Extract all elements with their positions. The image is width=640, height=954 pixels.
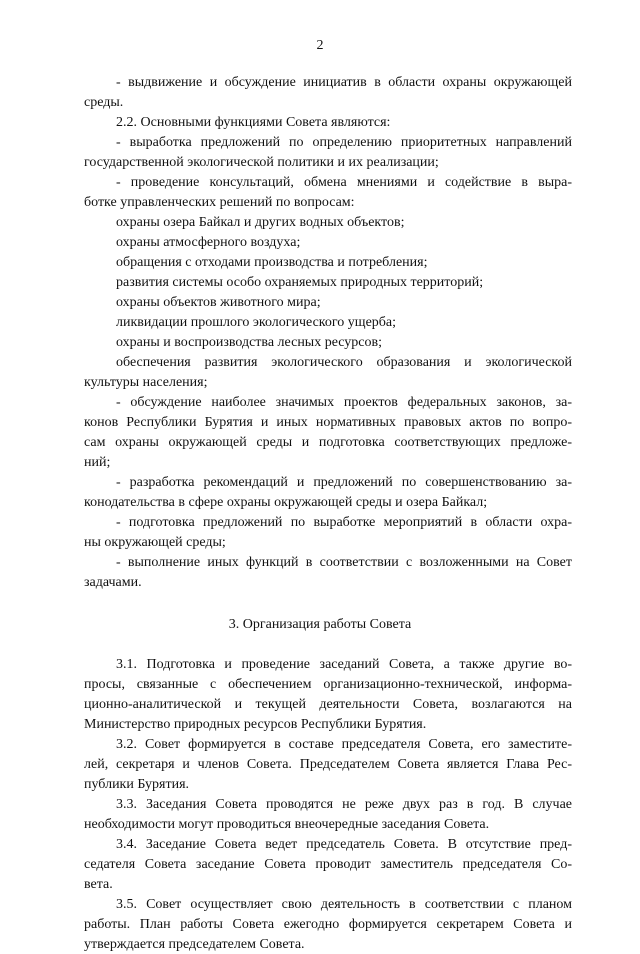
- text-line: - подготовка предложений по выработке мероприятий в области охра-: [116, 515, 572, 530]
- text-line: необходимости могут проводиться внеочередные заседания Совета.: [84, 817, 490, 832]
- text-line: охраны озера Байкал и других водных объектов;: [116, 215, 405, 230]
- text-line: культуры населения;: [84, 375, 208, 390]
- text-line: ботке управленческих решений по вопросам:: [84, 195, 355, 210]
- text-line: лей, секретаря и членов Совета. Председателем Совета является Глава Рес-: [84, 757, 572, 772]
- text-line: 3.2. Совет формируется в составе председателя Совета, его заместите-: [116, 737, 572, 752]
- text-line: среды.: [84, 95, 124, 110]
- text-line: конов Республики Бурятия и иных нормативных правовых актов по вопро-: [84, 415, 572, 430]
- text-line: задачами.: [84, 575, 142, 590]
- text-line: 2.2. Основными функциями Совета являются:: [116, 115, 391, 130]
- text-line: 3.5. Совет осуществляет свою деятельность в соответствии с планом: [116, 897, 572, 912]
- text-line: - выдвижение и обсуждение инициатив в области охраны окружающей: [116, 75, 572, 90]
- text-line: охраны объектов животного мира;: [116, 295, 321, 310]
- text-line: утверждается председателем Совета.: [84, 937, 305, 952]
- text-line: государственной экологической политики и их реализации;: [84, 155, 439, 170]
- text-line: ний;: [84, 455, 111, 470]
- section-heading: 3. Организация работы Совета: [228, 617, 412, 632]
- text-line: просы, связанные с обеспечением организационно-технической, информа-: [84, 677, 572, 692]
- text-line: развития системы особо охраняемых природных территорий;: [116, 275, 484, 290]
- text-line: Министерство природных ресурсов Республики Бурятия.: [84, 717, 427, 732]
- text-line: обеспечения развития экологического образования и экологической: [116, 355, 572, 370]
- text-line: - проведение консультаций, обмена мнениями и содействие в выра-: [116, 175, 572, 190]
- text-line: - разработка рекомендаций и предложений по совершенствованию за-: [116, 475, 572, 490]
- text-line: охраны и воспроизводства лесных ресурсов;: [116, 335, 383, 350]
- text-line: публики Бурятия.: [84, 777, 190, 792]
- text-line: ликвидации прошлого экологического ущерба;: [116, 315, 397, 330]
- text-line: - выполнение иных функций в соответствии с возложенными на Совет: [116, 555, 572, 570]
- text-line: вета.: [84, 877, 113, 892]
- text-line: обращения с отходами производства и потребления;: [116, 255, 428, 270]
- text-line: ционно-аналитической и текущей деятельности Совета, возлагаются на: [84, 697, 572, 712]
- text-line: сам охраны окружающей среды и подготовка соответствующих предложе-: [84, 435, 572, 450]
- text-line: - обсуждение наиболее значимых проектов федеральных законов, за-: [116, 395, 572, 410]
- text-line: охраны атмосферного воздуха;: [116, 235, 301, 250]
- text-line: седателя Совета заседание Совета проводит заместитель председателя Со-: [84, 857, 572, 872]
- text-line: 3.3. Заседания Совета проводятся не реже двух раз в год. В случае: [116, 797, 572, 812]
- text-line: конодательства в сфере охраны окружающей среды и озера Байкал;: [84, 495, 488, 510]
- page-number: 2: [316, 38, 324, 53]
- text-line: 3.4. Заседание Совета ведет председатель Совета. В отсутствие пред-: [116, 837, 572, 852]
- text-line: ны окружающей среды;: [84, 535, 226, 550]
- text-line: работы. План работы Совета ежегодно формируется секретарем Совета и: [84, 917, 572, 932]
- text-line: - выработка предложений по определению приоритетных направлений: [116, 135, 572, 150]
- text-line: 3.1. Подготовка и проведение заседаний Совета, а также другие во-: [116, 657, 572, 672]
